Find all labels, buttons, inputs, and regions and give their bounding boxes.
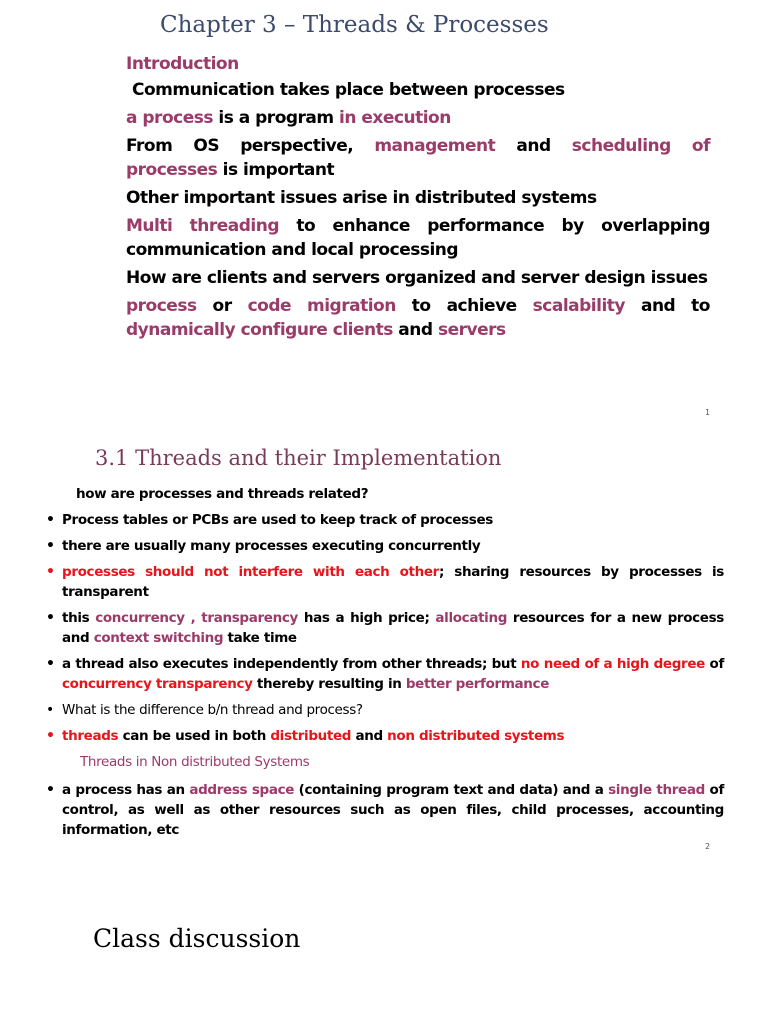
single-thread-term: single thread (608, 782, 705, 798)
os-text-2: and (495, 136, 572, 156)
distributed-term: distributed (270, 728, 352, 744)
address-text-2: (containing program text and data) and a (294, 782, 609, 798)
allocating-term: allocating (435, 610, 508, 626)
no-need-term: no need of a high degree (520, 656, 705, 672)
process-definition (126, 106, 710, 130)
interfere-term: processes should not interfere with each other (62, 564, 439, 580)
address-text-3: of control, as well as other resources such as open files, child processes, accounting information, etc (62, 782, 724, 838)
usage-text-2: and (351, 728, 388, 744)
interfere-text: ; sharing resources by processes is transparent (62, 564, 724, 600)
difference-text: What is the difference b/n thread and process? (62, 702, 363, 718)
question-line: how are processes and threads related? (76, 486, 369, 502)
bullet-threads-usage (46, 726, 724, 746)
better-performance-term: better performance (405, 676, 550, 692)
price-text-4: take time (223, 630, 297, 646)
multithreading-text: to enhance performance by overlapping communication and local processing (126, 216, 710, 260)
a-process-term: a process (126, 108, 213, 128)
slide-3-title: Class discussion (93, 924, 301, 953)
bullet-glyph: • (46, 610, 55, 626)
clients-servers-line: How are clients and servers organized and server design issues (126, 268, 708, 288)
thread-text-3: thereby resulting in (252, 676, 406, 692)
migration-line (126, 294, 710, 342)
page-number: 1 (705, 408, 711, 417)
slide-2 (0, 430, 768, 860)
price-text-1: this (62, 610, 96, 626)
concurrency-transparency-term: concurrency , transparency (95, 610, 298, 626)
bullet-concurrent-text: there are usually many processes executing concurrently (62, 538, 481, 554)
bullet-glyph: • (46, 728, 55, 744)
context-switching-term: context switching (93, 630, 224, 646)
os-text-1: From OS perspective, (126, 136, 375, 156)
bullet-concurrent (46, 536, 724, 556)
slide-1-title: Chapter 3 – Threads & Processes (160, 12, 549, 38)
multithreading-line (126, 214, 710, 262)
subheading-non-distributed: Threads in Non distributed Systems (80, 754, 310, 770)
address-space-term: address space (189, 782, 295, 798)
thread-text-1: a thread also executes independently from other threads; but (62, 656, 521, 672)
mig-text-2: to achieve (395, 296, 533, 316)
bullet-difference (46, 700, 724, 720)
intro-heading: Introduction (126, 54, 239, 74)
os-perspective (126, 134, 710, 182)
bullet-thread-independent (46, 654, 724, 694)
address-text-1: a process has an (62, 782, 190, 798)
scheduling-term: scheduling of processes (126, 136, 710, 180)
page-number: 2 (705, 842, 711, 851)
bullet-glyph: • (46, 656, 55, 672)
servers-term: servers (437, 320, 506, 340)
in-execution-term: in execution (339, 108, 451, 128)
code-migration-term: code migration (247, 296, 396, 316)
other-issues: Other important issues arise in distributed systems (126, 188, 597, 208)
mig-text-1: or (196, 296, 248, 316)
bullet-price (46, 608, 724, 648)
price-text-2: has a high price; (297, 610, 436, 626)
dynamically-configure-term: dynamically configure clients (126, 320, 393, 340)
bullet-glyph: • (46, 512, 55, 528)
management-term: management (374, 136, 496, 156)
non-distributed-term: non distributed systems (387, 728, 565, 744)
price-text-3: resources for a new process and (62, 610, 724, 646)
bullet-address-space (46, 780, 724, 840)
bullet-glyph: • (46, 702, 54, 718)
thread-text-2: of (704, 656, 724, 672)
slide-1-body (126, 52, 710, 346)
mig-text-4: and (392, 320, 438, 340)
slide-3 (0, 860, 768, 1024)
slide-1 (0, 0, 768, 430)
scalability-term: scalability (532, 296, 625, 316)
bullet-glyph: • (46, 782, 55, 798)
bullet-glyph: • (46, 564, 55, 580)
os-text-3: is important (217, 160, 335, 180)
bullet-pcb (46, 510, 724, 530)
bullet-interfere (46, 562, 724, 602)
slide-2-title: 3.1 Threads and their Implementation (95, 446, 502, 470)
mig-text-3: and to (625, 296, 710, 316)
bullet-glyph: • (46, 538, 55, 554)
usage-text-1: can be used in both (118, 728, 271, 744)
threads-term: threads (62, 728, 119, 744)
process-definition-text: is a program (212, 108, 340, 128)
concurrency-transparency-red-term: concurrency transparency (62, 676, 253, 692)
process-term: process (126, 296, 197, 316)
multi-threading-term: Multi threading (126, 216, 280, 236)
communication-line: Communication takes place between processes (132, 80, 565, 100)
slide-2-body (46, 484, 724, 846)
bullet-pcb-text: Process tables or PCBs are used to keep track of processes (62, 512, 493, 528)
